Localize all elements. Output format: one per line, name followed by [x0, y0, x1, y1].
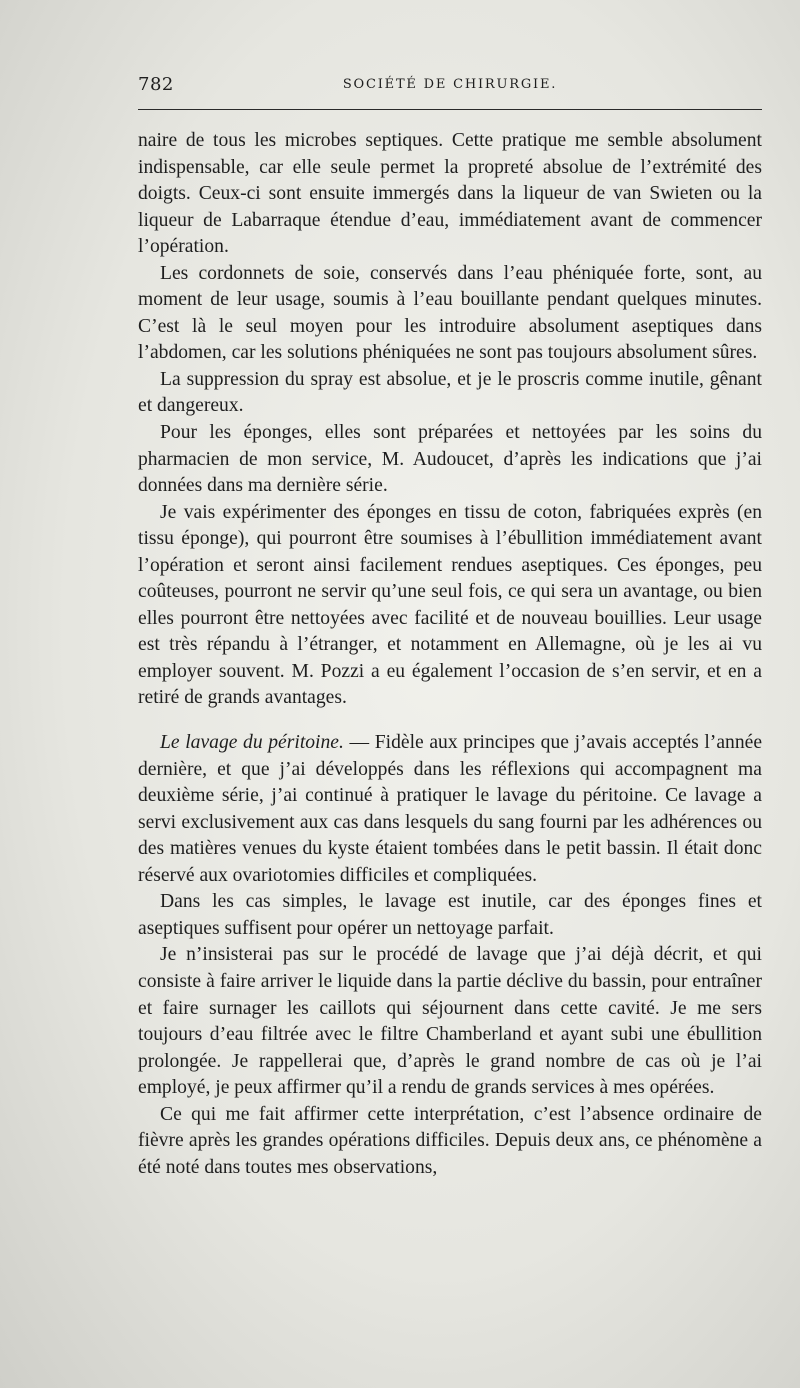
paragraph: La suppression du spray est absolue, et je le proscris comme inutile, gênant et dangereux. — [138, 368, 762, 417]
paragraph: Je vais expérimenter des éponges en tissu de coton, fabriquées exprès (en tissu éponge), qui pourront être soumises à l’ébullition immédiatement avant l’opération et seront ainsi facilement rendues aseptiques. Ces éponges, peu coûteuses, pourront ne servir qu’une seul fois, ce qui sera un avantage, ou bien elles pourront être nettoyées avec facilité et de nouveau bouillies. Leur usage est très répandu à l’étranger, et notamment en Allemagne, où je les ai vu employer souvent. M. Pozzi a eu également l’occasion de s’en servir, et en a retiré de grands avantages. — [138, 501, 762, 709]
page-number: 782 — [138, 74, 174, 95]
section-dash: — — [343, 732, 375, 754]
section-title: Le lavage du péritoine. — [160, 732, 344, 754]
section-lead: Fidèle aux principes que j’avais acceptés l’année dernière, et que j’ai développés dans les réflexions qui accompagnent ma deuxième série, j’ai continué à pratiquer le lavage du péritoine. Ce lavage a servi exclusivement aux cas dans lesquels du sang fourni par les adhérences ou des matières venues du kyste étaient tombées dans le petit bassin. Il était donc réservé aux ovariotomies difficiles et compliquées. — [138, 732, 763, 886]
section-paragraph — [138, 730, 762, 889]
header-rule — [138, 109, 762, 110]
paragraph: Pour les éponges, elles sont préparées et nettoyées par les soins du pharmacien de mon service, M. Audoucet, d’après les indications que j’ai données dans ma dernière série. — [138, 422, 762, 497]
paragraph: Je n’insisterai pas sur le procédé de lavage que j’ai déjà décrit, et qui consiste à faire arriver le liquide dans la partie déclive du bassin, pour entraîner et faire surnager les caillots qui séjournent dans cette cavité. Je me sers toujours d’eau filtrée avec le filtre Chamberland et ayant subi une ébullition prolongée. Je rappellerai que, d’après le grand nombre de cas où je l’ai employé, je peux affirmer qu’il a rendu de grands services à mes opérées. — [138, 944, 762, 1099]
paragraph: Les cordonnets de soie, conservés dans l’eau phéniquée forte, sont, au moment de leur usage, soumis à l’eau bouillante pendant quelques minutes. C’est là le seul moyen pour les introduire absolument aseptiques dans l’abdomen, car les solutions phéniquées ne sont pas toujours absolument sûres. — [138, 262, 762, 364]
page-header — [138, 74, 762, 100]
running-title: SOCIÉTÉ DE CHIRURGIE. — [342, 77, 558, 92]
paragraph: Dans les cas simples, le lavage est inutile, car des éponges fines et aseptiques suffisent pour opérer un nettoyage parfait. — [138, 891, 762, 939]
paragraph: Ce qui me fait affirmer cette interprétation, c’est l’absence ordinaire de fièvre après les grandes opérations difficiles. Depuis deux ans, ce phénomène a été noté dans toutes mes observations, — [138, 1103, 762, 1178]
body-text — [138, 128, 762, 1181]
paragraph: naire de tous les microbes septiques. Cette pratique me semble absolument indispensable, car elle seule permet la propreté absolue de l’extrémité des doigts. Ceux-ci sont ensuite immergés dans la liqueur de van Swieten ou la liqueur de Labarraque étendue d’eau, immédiatement avant de commencer l’opération. — [138, 130, 762, 258]
